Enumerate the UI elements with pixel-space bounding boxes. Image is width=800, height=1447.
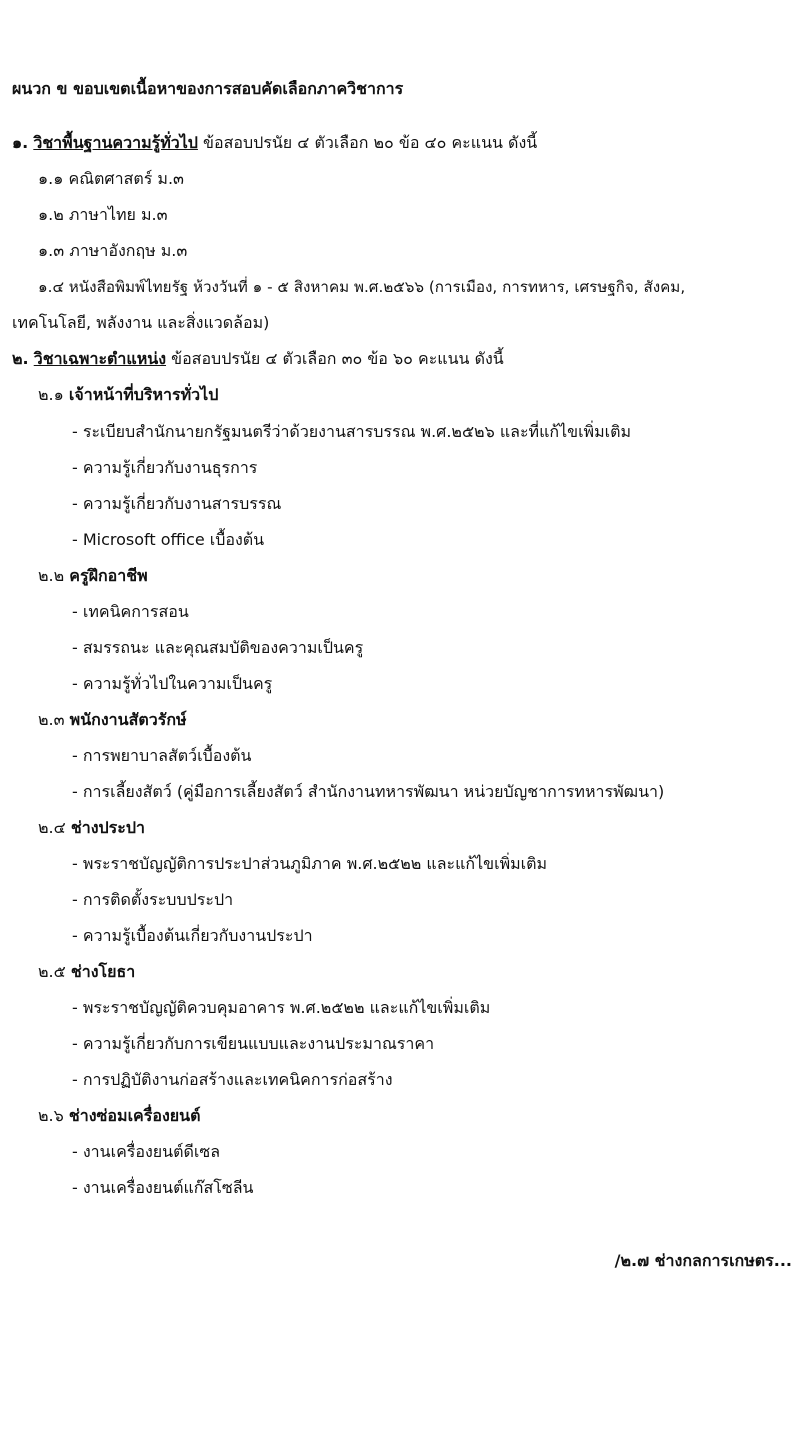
- section-1-header: [12, 132, 537, 154]
- section-2-number: ๒.: [12, 349, 29, 368]
- subsection-heading: [38, 709, 187, 731]
- subsection-title: ช่างโยธา: [70, 962, 136, 981]
- subsection-number: ๒.๑: [38, 385, 64, 404]
- section-1-heading: วิชาพื้นฐานความรู้ทั่วไป: [33, 133, 198, 152]
- section-1-item: ๑.๑ คณิตศาสตร์ ม.๓: [38, 169, 184, 188]
- section-1-desc: ข้อสอบปรนัย ๔ ตัวเลือก ๒๐ ข้อ ๔๐ คะแนน ดังนี้: [203, 133, 538, 152]
- subsection-item: - สมรรถนะ และคุณสมบัติของความเป็นครู: [72, 638, 364, 657]
- subsection-number: ๒.๒: [38, 566, 65, 585]
- page-continuation-footer: /๒.๗ ช่างกลการเกษตร...: [614, 1251, 792, 1270]
- subsection-item: - การติดตั้งระบบประปา: [72, 890, 234, 909]
- section-1-item: ๑.๔ หนังสือพิมพ์ไทยรัฐ ห้วงวันที่ ๑ - ๕ สิงหาคม พ.ศ.๒๕๖๖ (การเมือง, การทหาร, เศรษฐกิจ, สังคม,: [38, 278, 686, 296]
- subsection-item: - ความรู้ทั่วไปในความเป็นครู: [72, 674, 273, 693]
- subsection-item: - ความรู้เกี่ยวกับการเขียนแบบและงานประมาณราคา: [72, 1034, 435, 1053]
- subsection-title: ครูฝึกอาชีพ: [69, 566, 148, 585]
- section-1-item-continuation: เทคโนโลยี, พลังงาน และสิ่งแวดล้อม): [12, 313, 270, 332]
- subsection-heading: [38, 384, 218, 406]
- subsection-item: - ความรู้เบื้องต้นเกี่ยวกับงานประปา: [72, 926, 313, 945]
- subsection-title: ช่างประปา: [70, 818, 145, 837]
- subsection-number: ๒.๓: [38, 710, 65, 729]
- subsection-number: ๒.๔: [38, 818, 66, 837]
- subsection-item: - การเลี้ยงสัตว์ (คู่มือการเลี้ยงสัตว์ สำนักงานทหารพัฒนา หน่วยบัญชาการทหารพัฒนา): [72, 782, 665, 801]
- subsection-number: ๒.๕: [38, 962, 66, 981]
- subsection-item: - งานเครื่องยนต์ดีเซล: [72, 1142, 221, 1161]
- subsection-heading: [38, 565, 148, 587]
- subsection-heading: [38, 961, 135, 983]
- subsection-item: - Microsoft office เบื้องต้น: [72, 530, 265, 549]
- subsection-item: - พระราชบัญญัติควบคุมอาคาร พ.ศ.๒๕๒๒ และแก้ไขเพิ่มเติม: [72, 998, 491, 1017]
- document-title: ผนวก ข ขอบเขตเนื้อหาของการสอบคัดเลือกภาควิชาการ: [12, 79, 404, 98]
- subsection-item: - ความรู้เกี่ยวกับงานธุรการ: [72, 458, 258, 477]
- section-1-item: ๑.๓ ภาษาอังกฤษ ม.๓: [38, 241, 188, 260]
- subsection-title: ช่างซ่อมเครื่องยนต์: [68, 1106, 201, 1125]
- section-2-header: [12, 348, 504, 370]
- section-2-heading: วิชาเฉพาะตำแหน่ง: [33, 349, 167, 368]
- subsection-item: - งานเครื่องยนต์แก๊สโซลีน: [72, 1178, 254, 1197]
- subsection-item: - เทคนิคการสอน: [72, 602, 189, 621]
- subsection-item: - การปฏิบัติงานก่อสร้างและเทคนิคการก่อสร้าง: [72, 1070, 393, 1089]
- subsection-heading: [38, 817, 145, 839]
- subsection-item: - พระราชบัญญัติการประปาส่วนภูมิภาค พ.ศ.๒๕๒๒ และแก้ไขเพิ่มเติม: [72, 854, 548, 873]
- subsection-heading: [38, 1105, 200, 1127]
- subsection-title: พนักงานสัตวรักษ์: [69, 710, 187, 729]
- subsection-item: - การพยาบาลสัตว์เบื้องต้น: [72, 746, 252, 765]
- subsection-item: - ความรู้เกี่ยวกับงานสารบรรณ: [72, 494, 282, 513]
- section-1-item: ๑.๒ ภาษาไทย ม.๓: [38, 205, 168, 224]
- subsection-number: ๒.๖: [38, 1106, 64, 1125]
- subsection-title: เจ้าหน้าที่บริหารทั่วไป: [68, 385, 219, 404]
- section-2-desc: ข้อสอบปรนัย ๔ ตัวเลือก ๓๐ ข้อ ๖๐ คะแนน ดังนี้: [171, 349, 504, 368]
- subsection-item: - ระเบียบสำนักนายกรัฐมนตรีว่าด้วยงานสารบรรณ พ.ศ.๒๕๒๖ และที่แก้ไขเพิ่มเติม: [72, 422, 632, 441]
- section-1-number: ๑.: [12, 133, 29, 152]
